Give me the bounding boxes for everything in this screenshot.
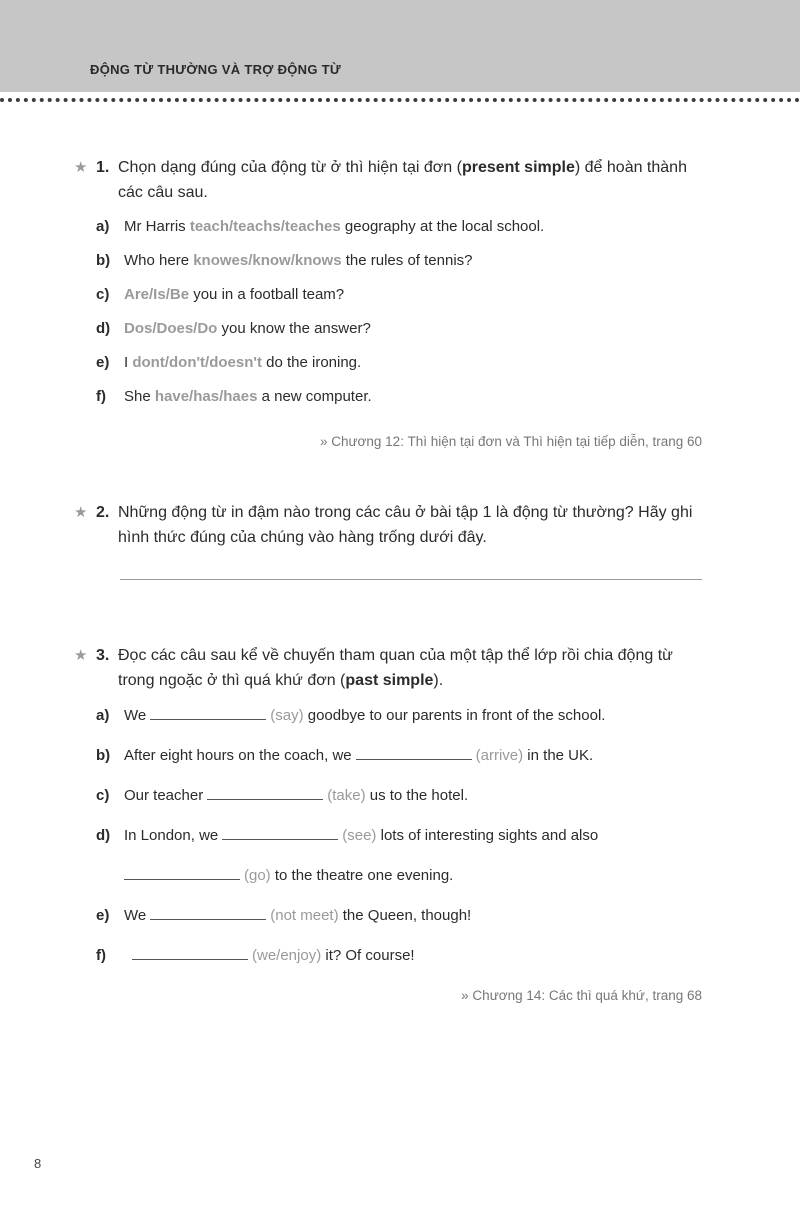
exercise-number: 2. (96, 504, 110, 521)
item-letter: f) (96, 947, 106, 964)
sentence-item (0, 352, 800, 386)
item-letter: c) (96, 787, 110, 804)
item-letter: e) (96, 354, 110, 371)
exercise-3-items (0, 705, 800, 985)
dotted-divider (0, 98, 800, 102)
star-icon: ★ (74, 504, 88, 521)
chapter-reference: » Chương 12: Thì hiện tại đơn và Thì hiện tại tiếp diễn, trang 60 (320, 434, 702, 449)
sentence-text: We (124, 707, 147, 724)
page-number: 8 (34, 1156, 42, 1171)
star-icon: ★ (74, 159, 88, 176)
verb-hint: (take) (327, 787, 366, 804)
answer-blank[interactable] (150, 706, 266, 720)
item-letter: f) (96, 388, 106, 405)
exercise-number: 3. (96, 647, 110, 664)
sentence-item (0, 905, 800, 945)
answer-blank[interactable] (207, 786, 323, 800)
instruction-bold-term: present simple (461, 159, 575, 176)
answer-blank[interactable] (150, 906, 266, 920)
item-letter: d) (96, 320, 111, 337)
exercise-number: 1. (96, 159, 110, 176)
verb-hint: (arrive) (475, 747, 524, 764)
sentence-text: I (124, 354, 133, 371)
instruction-text: ). (433, 672, 444, 689)
header-band (0, 0, 800, 92)
sentence-text: in the UK. (523, 747, 594, 764)
verb-hint: (go) (244, 867, 271, 884)
sentence-text: you in a football team? (189, 286, 345, 303)
sentence-text: do the ironing. (261, 354, 362, 371)
verb-choices: Are/Is/Be (124, 286, 190, 303)
sentence-text: Mr Harris (124, 218, 190, 235)
sentence-text: the Queen, though! (338, 907, 472, 924)
verb-choices: teach/teachs/teaches (189, 218, 341, 235)
instruction-bold-term: past simple (345, 672, 434, 689)
exercise-3 (0, 643, 800, 985)
chapter-reference: » Chương 14: Các thì quá khứ, trang 68 (461, 988, 702, 1003)
sentence-text: it? Of course! (321, 947, 415, 964)
sentence-text: to the theatre one evening. (270, 867, 454, 884)
instruction-text: ) để hoàn thành các câu sau. (118, 159, 687, 201)
exercise-1 (0, 155, 800, 420)
exercise-1-items (0, 216, 800, 420)
item-letter: a) (96, 707, 110, 724)
verb-choices: have/has/haes (154, 388, 258, 405)
verb-hint: (say) (270, 707, 304, 724)
exercise-2 (0, 500, 800, 550)
sentence-text: you know the answer? (217, 320, 371, 337)
item-letter: c) (96, 286, 110, 303)
sentence-item (0, 705, 800, 745)
sentence-text: us to the hotel. (365, 787, 469, 804)
sentence-item (0, 250, 800, 284)
answer-line[interactable] (120, 579, 702, 580)
answer-blank[interactable] (356, 746, 472, 760)
section-title: ĐỘNG TỪ THƯỜNG VÀ TRỢ ĐỘNG TỪ (90, 62, 342, 77)
sentence-item (0, 284, 800, 318)
item-letter: a) (96, 218, 110, 235)
sentence-text: In London, we (124, 827, 219, 844)
exercise-1-instruction (0, 155, 800, 205)
sentence-text: goodbye to our parents in front of the school. (303, 707, 606, 724)
sentence-item (0, 386, 800, 420)
verb-choices: dont/don't/doesn't (132, 354, 262, 371)
verb-choices: knowes/know/knows (193, 252, 342, 269)
instruction-text: Chọn dạng đúng của động từ ở thì hiện tại đơn ( (118, 159, 462, 176)
sentence-text: Who here (124, 252, 194, 269)
instruction-text: Những động từ in đậm nào trong các câu ở bài tập 1 là động từ thường? Hãy ghi hình thức đúng của chúng vào hàng trống dưới đây. (118, 504, 693, 546)
answer-blank[interactable] (124, 866, 240, 880)
item-letter: e) (96, 907, 110, 924)
verb-choices: Dos/Does/Do (124, 320, 218, 337)
sentence-text: We (124, 907, 147, 924)
sentence-item (0, 945, 800, 985)
sentence-text: the rules of tennis? (341, 252, 473, 269)
sentence-text: lots of interesting sights and also (376, 827, 599, 844)
exercise-2-instruction (0, 500, 800, 550)
sentence-text: She (124, 388, 155, 405)
sentence-item (0, 785, 800, 825)
answer-blank[interactable] (132, 946, 248, 960)
sentence-item (0, 745, 800, 785)
verb-hint: (see) (342, 827, 377, 844)
item-letter: b) (96, 252, 111, 269)
item-letter: d) (96, 827, 111, 844)
sentence-text: a new computer. (257, 388, 372, 405)
sentence-text: After eight hours on the coach, we (124, 747, 352, 764)
sentence-item (0, 825, 800, 865)
star-icon: ★ (74, 647, 88, 664)
verb-hint: (we/enjoy) (252, 947, 322, 964)
sentence-text: Our teacher (124, 787, 204, 804)
sentence-item (0, 216, 800, 250)
sentence-item (0, 865, 800, 905)
exercise-3-instruction (0, 643, 800, 693)
answer-blank[interactable] (222, 826, 338, 840)
sentence-text: geography at the local school. (340, 218, 545, 235)
instruction-text: Đọc các câu sau kể về chuyến tham quan của một tập thể lớp rồi chia động từ trong ngoặc ở thì quá khứ đơn ( (118, 647, 673, 689)
item-letter: b) (96, 747, 111, 764)
verb-hint: (not meet) (270, 907, 339, 924)
sentence-item (0, 318, 800, 352)
